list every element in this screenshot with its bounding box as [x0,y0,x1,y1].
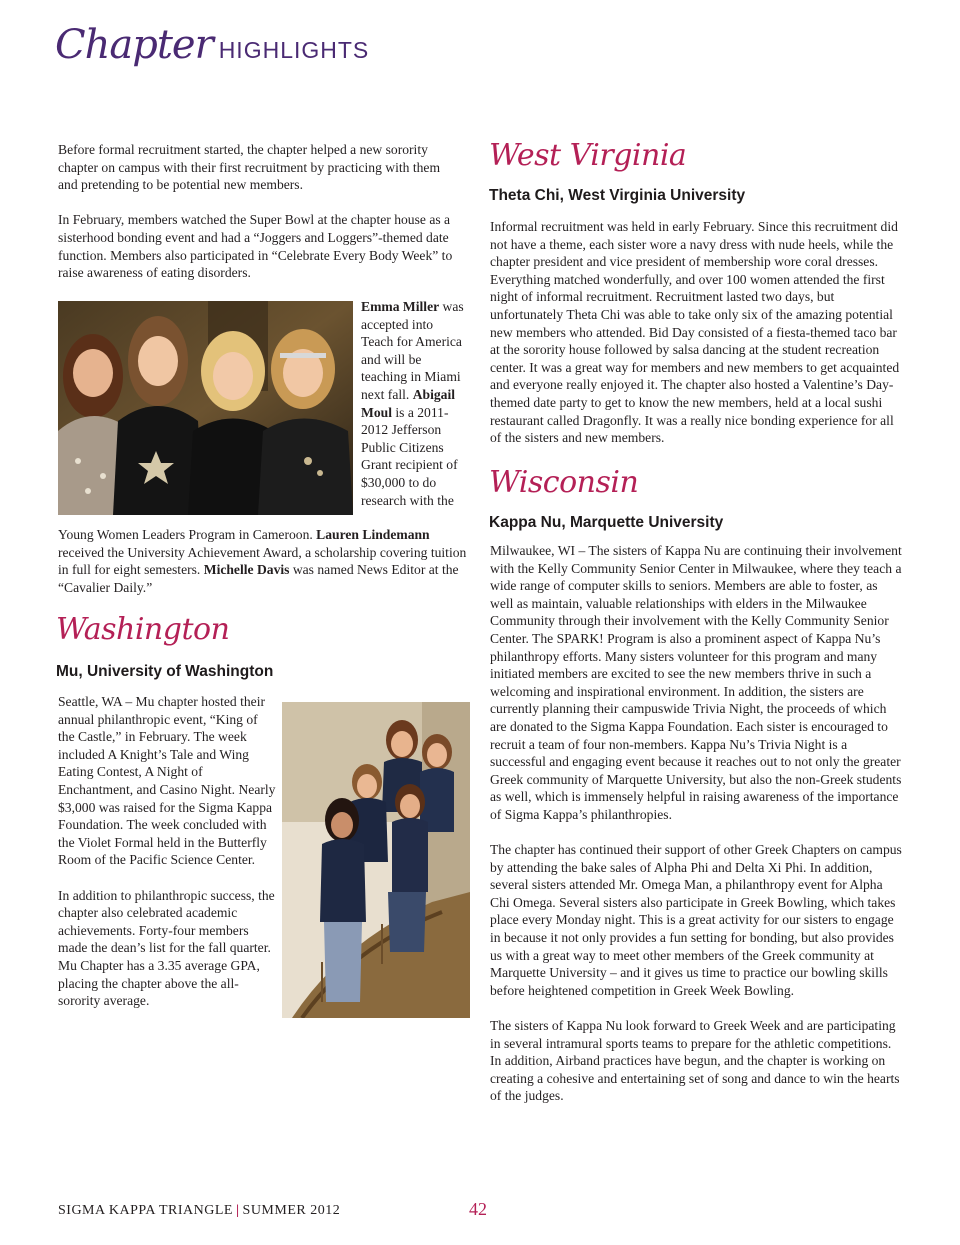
left-intro [58,141,463,282]
left-continuation [58,526,470,596]
cont-text-1: Young Women Leaders Program in Cameroon. [58,527,317,542]
washington-title: Washington [56,612,230,647]
washington-body [58,693,276,1010]
member-name-lauren: Lauren Lindemann [316,527,430,542]
page-header [55,22,369,92]
member-name-emma: Emma Miller [361,299,440,314]
washington-org: Mu, University of Washington [56,663,274,680]
member-name-abigail: Abigail Moul [361,386,456,420]
side-text-1: was accepted into Teach for America and will be teaching in Miami next fall. [361,299,464,402]
wisconsin-section [489,465,904,532]
wisconsin-paragraph-1: Milwaukee, WI – The sisters of Kappa Nu are continuing their involvement with the Kelly Community Senior Center in Milwaukee, where they teach a wide range of computer skills to seniors. Members are able to foster, as well as maintain, valuable relationships with elders in the Milwaukee Community through their involvement with the Kelly Community Senior Center. The SPARK! Program is also a prominent aspect of Kappa Nu’s philanthropy efforts. Many sisters volunteer for this program and many initiated members are excited to see the new members thrive in such a welcoming and inspirational environment. In addition, the sisters are currently planning their campuswide Trivia Night, the proceeds of which are donated to the Sigma Kappa Foundation. Each sister is encouraged to recruit a team of four non-members. Kappa Nu’s Trivia Night is a successful and engaging event because it reaches out to not only the greater Greek community of Marquette University, but also the non-Greek students as well, which is immensely helpful in raising awareness of the importance of Sigma Kappa’s philanthropies. [490,543,902,822]
footer-issue: SUMMER 2012 [242,1203,341,1218]
washington-paragraph-2: In addition to philanthropic success, the chapter also celebrated academic achievements. Forty-four members made the dean’s list for the fall quarter. Mu Chapter has a 3.35 average GPA, placing the chapter above the all-sorority average. [58,887,275,1009]
side-text-2: is a 2011-2012 Jefferson Public Citizens Grant recipient of $30,000 to do research with the [361,404,458,508]
intro-paragraph-2: In February, members watched the Super Bowl at the chapter house as a sisterhood bonding event and had a “Joggers and Loggers”-themed date function. Members also participated in “Celebrate Every Body Week” to raise awareness of eating disorders. [58,212,453,281]
footer-separator: | [235,1203,240,1218]
wisconsin-paragraph-3: The sisters of Kappa Nu look forward to Greek Week and are participating in several intramural sports teams to prepare for the athletic competitions. In addition, Airband practices have begun, and the chapter is working on creating a cohesive and entertaining set of song and dance to win the hearts of the judges. [490,1018,900,1104]
wisconsin-paragraph-2: The chapter has continued their support of other Greek Chapters on campus by attending the bake sales of Alpha Phi and Delta Xi Phi. In addition, several sisters attended Mr. Omega Man, a philanthropy event for Alpha Chi Omega. Several sisters also participate in Greek Bowling, which takes place every Monday night. This is a great activity for our sisters to engage in because it not only provides a fun setting for bonding, but also provides us with a great way to meet other members of the Greek community at Marquette University – and it gives us time to practice our bowling skills before heightened competition in Greek Week Bowling. [490,842,902,998]
intro-paragraph-1: Before formal recruitment started, the chapter helped a new sorority chapter on campus with their first recruitment by practicing with them and pretending to be potential new members. [58,142,441,193]
cont-text-2: received the University Achievement Award, a scholarship covering tuition in full for eight semesters. [58,544,467,578]
chapter-group-photo [58,301,353,515]
west-virginia-section [489,138,904,205]
page-footer [58,1203,340,1219]
washington-paragraph-1: Seattle, WA – Mu chapter hosted their annual philanthropic event, “King of the Castle,” in February. The week included A Knight’s Tale and Wing Eating Contest, A Night of Enchantment, and Casino Night. Nearly $3,000 was raised for the Sigma Kappa Foundation. The week concluded with the Violet Formal held in the Butterfly Room of the Pacific Science Center. [58,694,276,868]
cont-text-3: was named News Editor at the “Cavalier Daily.” [58,562,459,595]
header-script-word: Chapter [55,22,213,68]
west-virginia-body [490,218,904,447]
washington-section [56,612,471,681]
footer-magazine: SIGMA KAPPA TRIANGLE [58,1203,233,1218]
west-virginia-title: West Virginia [489,138,687,173]
wisconsin-org: Kappa Nu, Marquette University [489,514,724,531]
wisconsin-title: Wisconsin [489,465,639,500]
photo-side-caption [361,298,465,509]
header-caps-word: HIGHLIGHTS [218,37,370,63]
west-virginia-paragraph-1: Informal recruitment was held in early February. Since this recruitment did not have a theme, each sister wore a navy dress with nude heels, while the chapter president and vice president of membership wore coral dresses. Everything matched wonderfully, and over 100 women attended the first night of informal recruitment. Recruitment lasted two days, but unfortunately Theta Chi was able to take only six of the amazing potential new members who attended. Bid Day consisted of a fiesta-themed taco bar at the sorority house followed by salsa dancing at the student recreation center. It was a great way for members and new members to get acquainted and everyone really enjoyed it. The chapter also hosted a Valentine’s Day-themed date party to get to know the new members, held at a local sushi restaurant called Dragonfly. It was a really nice bonding experience for all of the sisters and new members. [490,219,900,446]
washington-staircase-photo [282,702,470,1018]
wisconsin-body [490,542,904,1105]
page-number: 42 [469,1199,487,1219]
member-name-michelle: Michelle Davis [203,562,290,578]
west-virginia-org: Theta Chi, West Virginia University [489,187,746,204]
